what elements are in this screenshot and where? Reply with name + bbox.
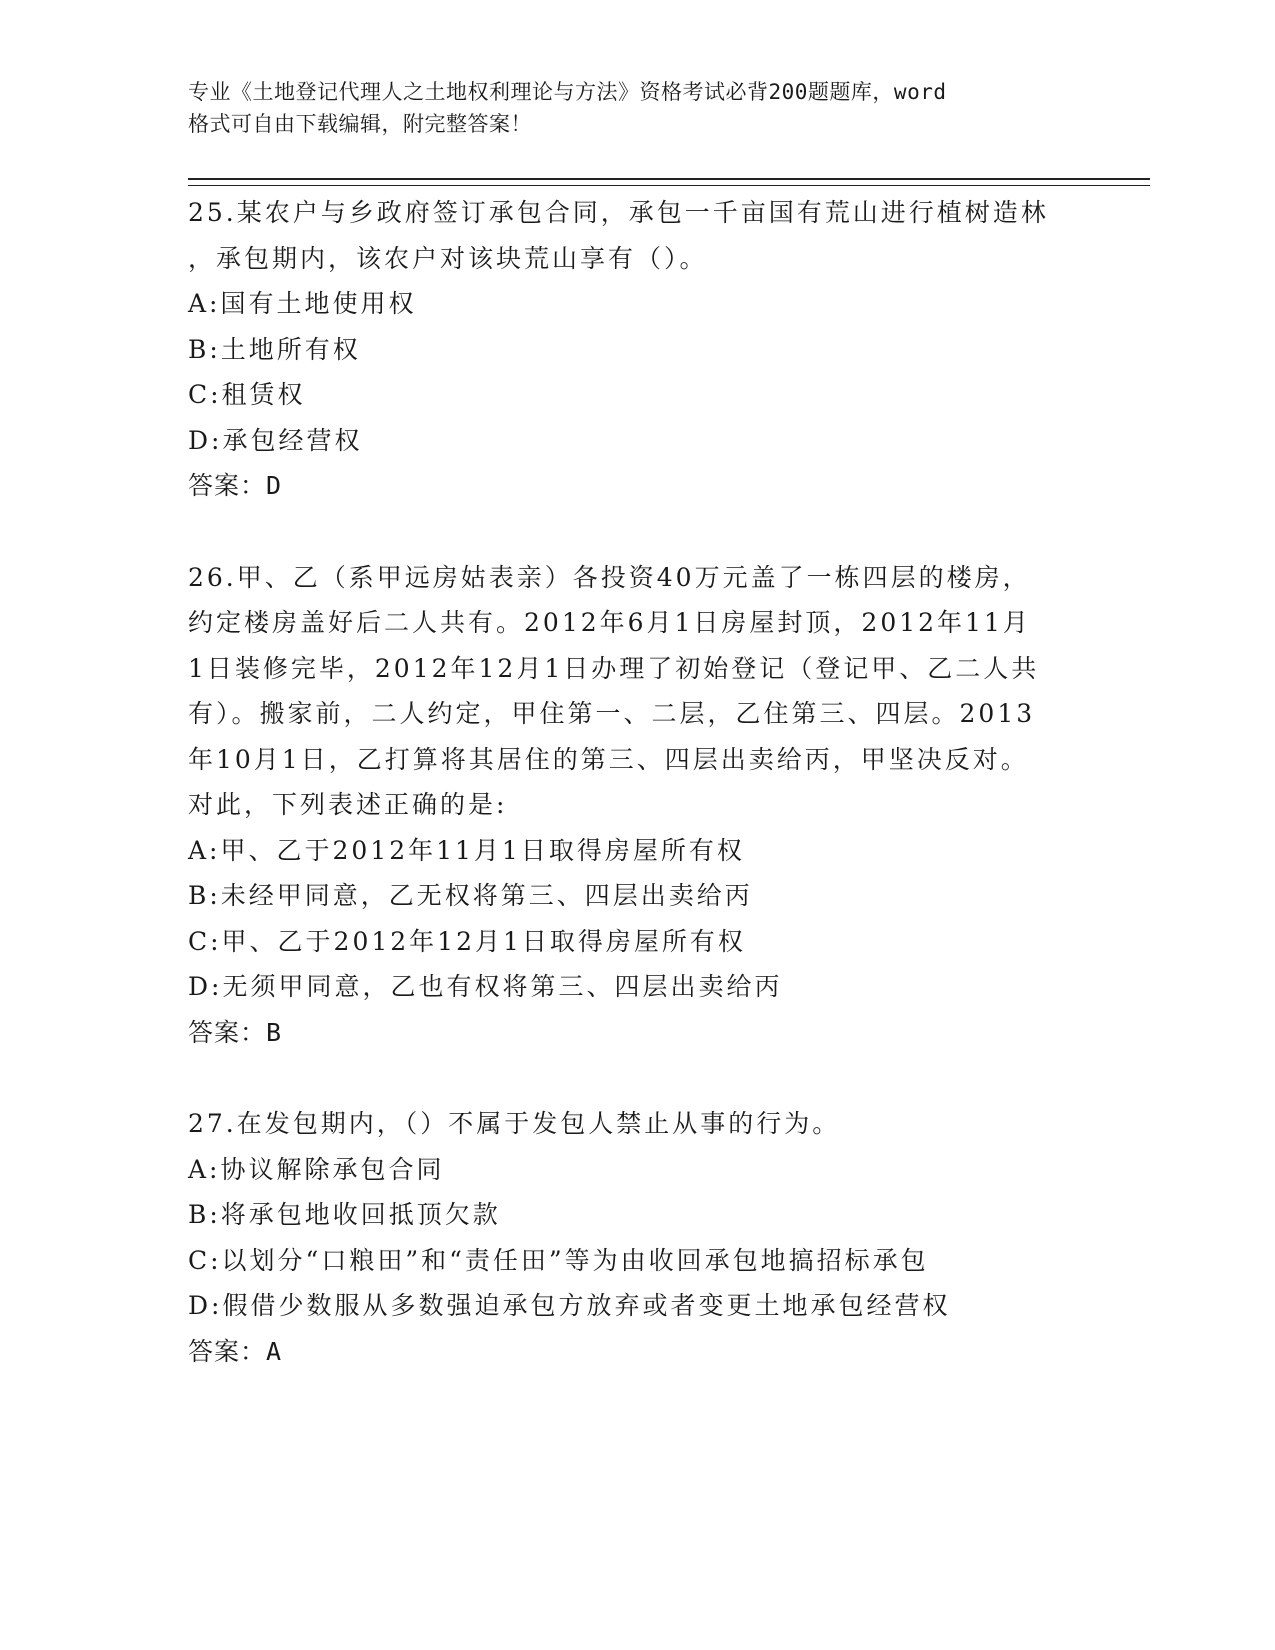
answer-label: 答案：D — [188, 471, 283, 500]
question-stem-line: 年10月1日，乙打算将其居住的第三、四层出卖给丙，甲坚决反对。 — [188, 744, 1029, 774]
header-divider-thin — [188, 185, 1150, 186]
question-stem-line: 26.甲、乙（系甲远房姑表亲）各投资40万元盖了一栋四层的楼房， — [188, 562, 1031, 592]
question-25 — [188, 190, 1088, 509]
option-c: C:甲、乙于2012年12月1日取得房屋所有权 — [188, 926, 746, 956]
option-c: C:以划分“口粮田”和“责任田”等为由收回承包地搞招标承包 — [188, 1245, 929, 1275]
option-b: B:土地所有权 — [188, 334, 361, 364]
option-b: B:将承包地收回抵顶欠款 — [188, 1200, 501, 1229]
option-d: D:无须甲同意，乙也有权将第三、四层出卖给丙 — [188, 972, 783, 1001]
question-stem-line: ，承包期内，该农户对该块荒山享有（）。 — [188, 243, 708, 273]
document-header — [188, 76, 1088, 140]
option-a: A:协议解除承包合同 — [188, 1154, 445, 1184]
option-a: A:甲、乙于2012年11月1日取得房屋所有权 — [188, 835, 745, 865]
question-stem-line: 对此，下列表述正确的是: — [188, 790, 508, 819]
header-line-2: 格式可自由下载编辑，附完整答案！ — [188, 112, 532, 136]
question-26 — [188, 555, 1088, 1056]
header-line-1: 专业《土地登记代理人之土地权利理论与方法》资格考试必背200题题库，word — [188, 80, 947, 104]
question-list — [188, 190, 1088, 1420]
answer-label: 答案：B — [188, 1017, 283, 1047]
question-stem-line: 27.在发包期内，（）不属于发包人禁止从事的行为。 — [188, 1109, 841, 1138]
option-d: D:承包经营权 — [188, 425, 363, 455]
option-b: B:未经甲同意，乙无权将第三、四层出卖给丙 — [188, 881, 753, 910]
question-stem-line: 1日装修完毕，2012年12月1日办理了初始登记（登记甲、乙二人共 — [188, 653, 1040, 683]
option-c: C:租赁权 — [188, 380, 306, 409]
question-stem-line: 25.某农户与乡政府签订承包合同，承包一千亩国有荒山进行植树造林 — [188, 198, 1049, 227]
question-stem-line: 约定楼房盖好后二人共有。2012年6月1日房屋封顶，2012年11月 — [188, 608, 1031, 637]
option-a: A:国有土地使用权 — [188, 289, 417, 318]
question-27 — [188, 1101, 1088, 1374]
question-stem-line: 有）。搬家前，二人约定，甲住第一、二层，乙住第三、四层。2013 — [188, 699, 1036, 728]
option-d: D:假借少数服从多数强迫承包方放弃或者变更土地承包经营权 — [188, 1291, 951, 1320]
header-divider-thick — [188, 178, 1150, 180]
answer-label: 答案：A — [188, 1336, 283, 1366]
